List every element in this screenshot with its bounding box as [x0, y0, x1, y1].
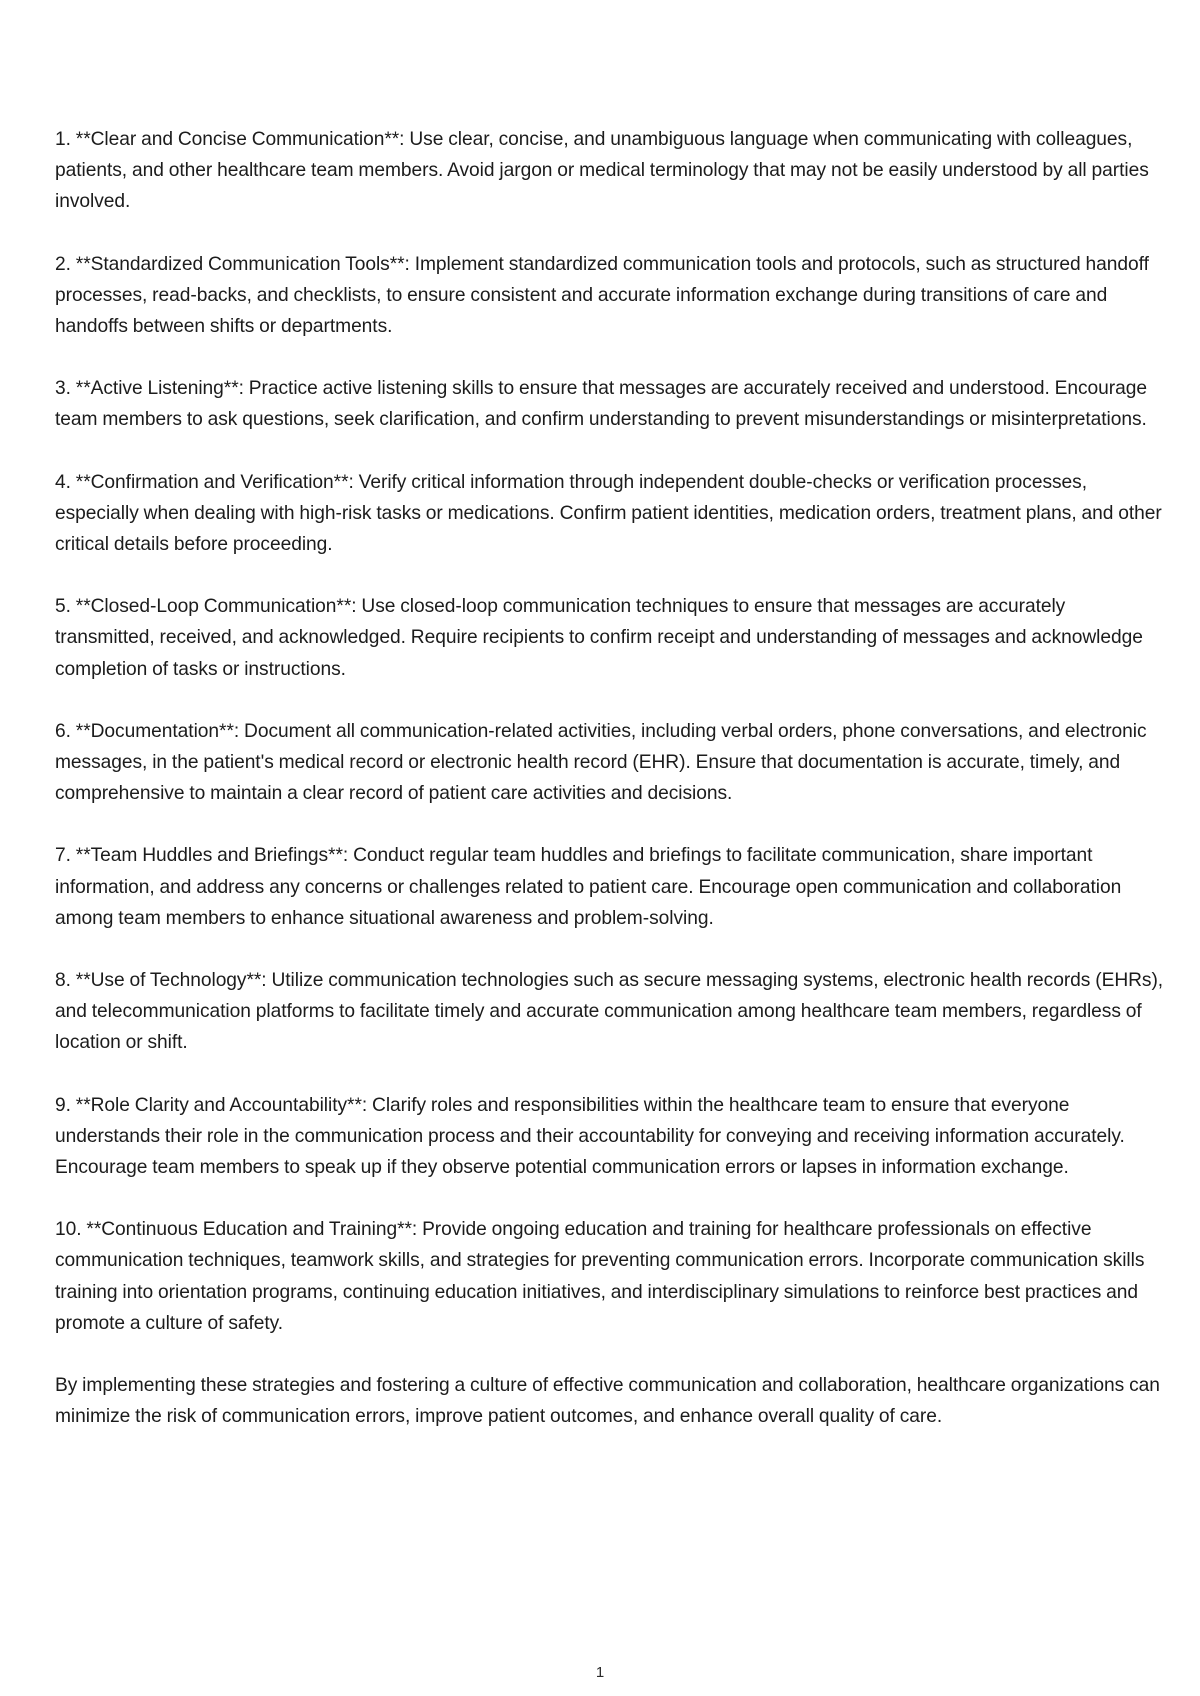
list-item-clear-concise-communication: 1. **Clear and Concise Communication**: Use clear, concise, and unambiguous language when communicating with colleagues, patients, and other healthcare team members. Avoid jargon or medical terminology that may not be easily understood by all parties involved. — [55, 129, 1149, 213]
conclusion-paragraph: By implementing these strategies and fostering a culture of effective communication and collaboration, healthcare organizations can minimize the risk of communication errors, improve patient outcomes, and enhance overall quality of care. — [55, 1375, 1160, 1428]
list-item-documentation: 6. **Documentation**: Document all communication-related activities, including verbal orders, phone conversations, and electronic messages, in the patient's medical record or electronic health record (EHR). Ensure that documentation is accurate, timely, and comprehensive to maintain a clear record of patient care activities and decisions. — [55, 720, 1147, 805]
list-item-active-listening: 3. **Active Listening**: Practice active listening skills to ensure that messages are accurately received and understood. Encourage team members to ask questions, seek clarification, and confirm understanding to prevent misunderstandings or misinterpretations. — [55, 378, 1148, 431]
page-number: 1 — [595, 1664, 605, 1681]
document-body — [55, 124, 1165, 1433]
list-item-use-of-technology: 8. **Use of Technology**: Utilize communication technologies such as secure messaging systems, electronic health records (EHRs), and telecommunication platforms to facilitate timely and accurate communication among healthcare team members, regardless of location or shift. — [55, 970, 1164, 1054]
list-item-confirmation-verification: 4. **Confirmation and Verification**: Verify critical information through independent double-checks or verification processes, especially when dealing with high-risk tasks or medications. Confirm patient identities, medication orders, treatment plans, and other critical details before proceeding. — [55, 471, 1162, 556]
list-item-continuous-education-training: 10. **Continuous Education and Training**: Provide ongoing education and training for healthcare professionals on effective communication techniques, teamwork skills, and strategies for preventing communication errors. Incorporate communication skills training into orientation programs, continuing education initiatives, and interdisciplinary simulations to reinforce best practices and promote a culture of safety. — [55, 1219, 1145, 1334]
list-item-closed-loop-communication: 5. **Closed-Loop Communication**: Use closed-loop communication techniques to ensure that messages are accurately transmitted, received, and acknowledged. Require recipients to confirm receipt and understanding of messages and acknowledge completion of tasks or instructions. — [55, 596, 1143, 680]
list-item-role-clarity-accountability: 9. **Role Clarity and Accountability**: Clarify roles and responsibilities within the healthcare team to ensure that everyone understands their role in the communication process and their accountability for conveying and receiving information accurately. Encourage team members to speak up if they observe potential communication errors or lapses in information exchange. — [55, 1094, 1125, 1179]
list-item-team-huddles-briefings: 7. **Team Huddles and Briefings**: Conduct regular team huddles and briefings to facilitate communication, share important information, and address any concerns or challenges related to patient care. Encourage open communication and collaboration among team members to enhance situational awareness and problem-solving. — [55, 845, 1122, 929]
list-item-standardized-communication-tools: 2. **Standardized Communication Tools**: Implement standardized communication tools and protocols, such as structured handoff processes, read-backs, and checklists, to ensure consistent and accurate information exchange during transitions of care and handoffs between shifts or departments. — [55, 253, 1149, 338]
